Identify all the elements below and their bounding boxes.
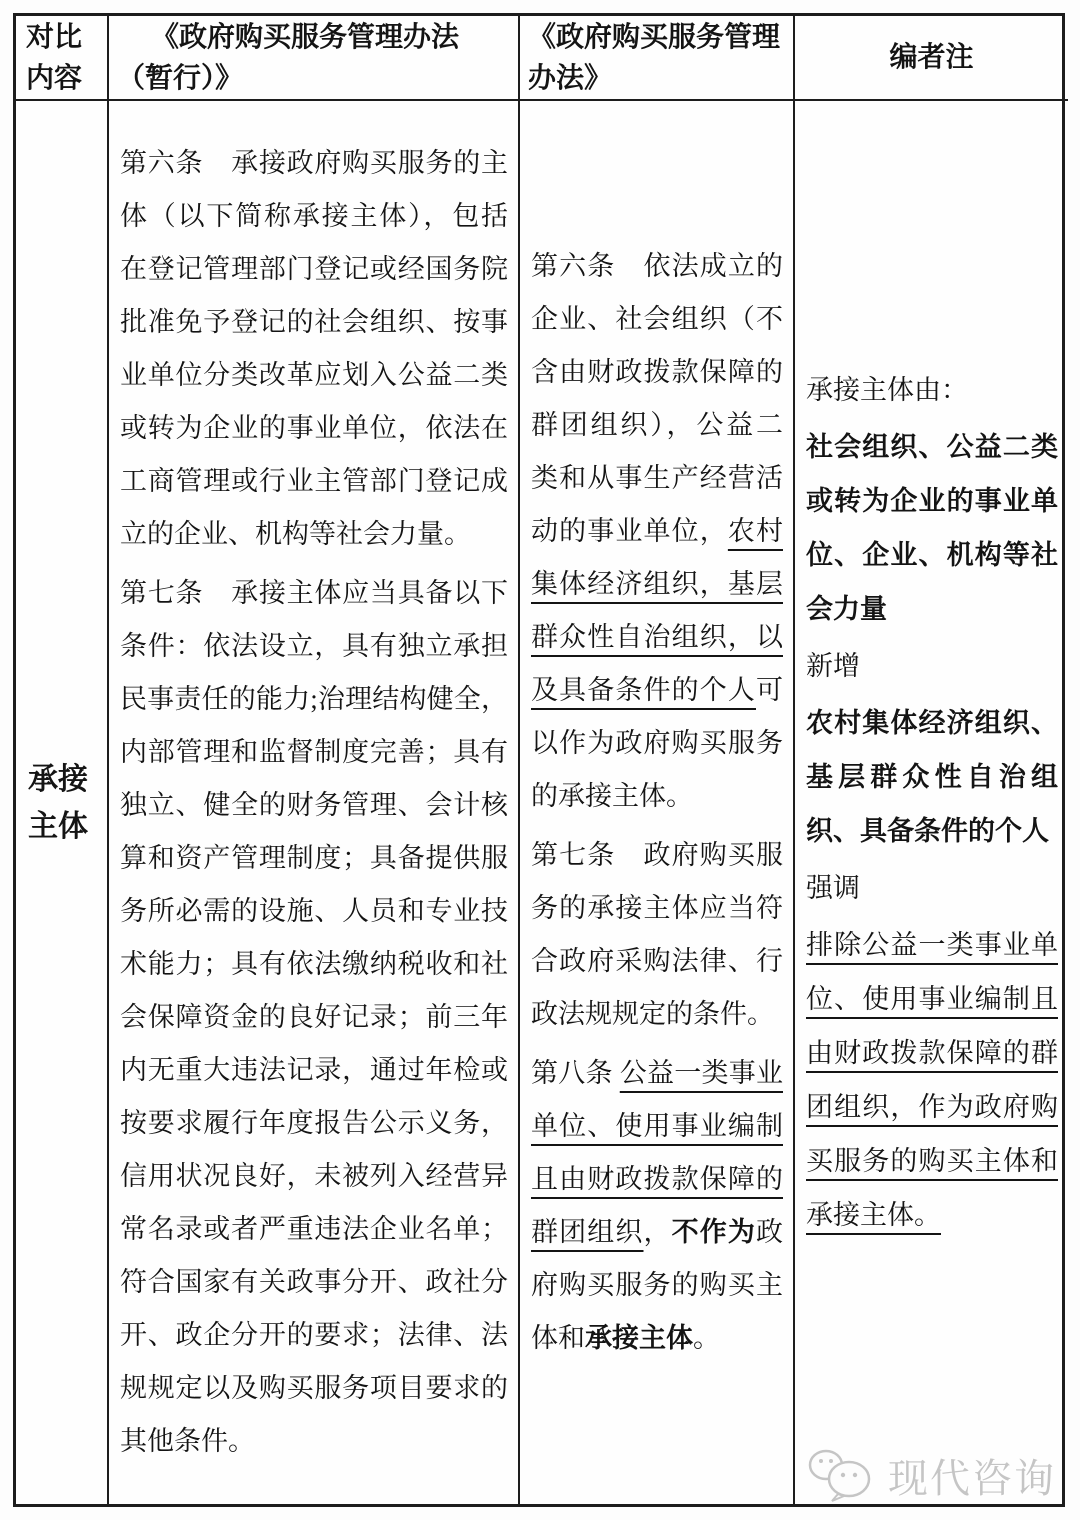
paragraph bbox=[531, 829, 783, 1041]
text-segment: 第六条 依法成立的企业、社会组织（不含由财政拨款保障的群团组织），公益二类和从事生产经营活动的事业单位， bbox=[531, 251, 783, 546]
header-label: 编者注 bbox=[889, 42, 974, 73]
text-segment: 农村集体经济组织，基层群众性自治组织，以及具备条件的个人 bbox=[531, 516, 783, 705]
text-segment: 承接主体 bbox=[585, 1323, 693, 1353]
text-segment: 新增 bbox=[806, 651, 860, 681]
paragraph bbox=[806, 918, 1058, 1242]
header-label: 对比内容 bbox=[26, 21, 83, 94]
paragraph bbox=[120, 567, 508, 1468]
text-segment: 。 bbox=[693, 1323, 720, 1353]
text-segment: 社会组织、公益二类或转为企业的事业单位、企业、机构等社会力量 bbox=[806, 432, 1058, 624]
header-cell-compare-content bbox=[16, 16, 107, 101]
text-segment: 第七条 政府购买服务的承接主体应当符合政府采购法律、行政法规规定的条件。 bbox=[531, 840, 783, 1029]
text-segment: 排除公益一类事业单位、使用事业编制且由财政拨款保障的群团组织，作为政府购买服务的购买主体和承接主体。 bbox=[806, 930, 1058, 1230]
header-cell-old-regulation bbox=[107, 16, 518, 101]
paragraph bbox=[120, 137, 508, 561]
text-segment: 第六条 承接政府购买服务的主体（以下简称承接主体），包括在登记管理部门登记或经国务院批准免予登记的社会组织、按事业单位分类改革应划入公益二类或转为企业的事业单位，依法在工商管理或行业主管部门登记成立的企业、机构等社会力量。 bbox=[120, 148, 508, 549]
text-segment: 农村集体经济组织、基层群众性自治组织、具备条件的个人 bbox=[806, 708, 1058, 846]
new-regulation-text-cell bbox=[518, 101, 793, 1504]
header-label: 《政府购买服务管理办法》 bbox=[528, 21, 781, 94]
paragraph bbox=[531, 1047, 783, 1365]
paragraph bbox=[806, 696, 1058, 858]
row-label-text: 承接主体 bbox=[28, 762, 88, 843]
watermark-text: 现代咨询 bbox=[888, 1455, 1056, 1501]
text-segment: 不作为 bbox=[671, 1217, 756, 1247]
text-segment: 可以作为政府购买服务的承接主体。 bbox=[531, 675, 783, 811]
comparison-table bbox=[13, 13, 1065, 1507]
paragraph bbox=[806, 420, 1058, 636]
paragraph bbox=[806, 639, 1058, 693]
text-segment: 强调 bbox=[806, 873, 860, 903]
text-segment: 第七条 承接主体应当具备以下条件：依法设立，具有独立承担民事责任的能力;治理结构健全，内部管理和监督制度完善；具有独立、健全的财务管理、会计核算和资产管理制度；具备提供服务所必需的设施、人员和专业技术能力；具有依法缴纳税收和社会保障资金的良好记录；前三年内无重大违法记录，通过年检或按要求履行年度报告公示义务，信用状况良好，未被列入经营异常名录或者严重违法企业名单；符合国家有关政事分开、政社分开、政企分开的要求；法律、法规规定以及购买服务项目要求的其他条件。 bbox=[120, 578, 508, 1456]
paragraph bbox=[806, 363, 1058, 417]
text-segment: 公益一类事业单位、使用事业编制且由财政拨款保障的群团组织 bbox=[531, 1058, 783, 1247]
header-label: 《政府购买服务管理办法（暂行）》 bbox=[117, 21, 460, 94]
text-segment: 承接主体由： bbox=[806, 375, 968, 405]
paragraph bbox=[806, 861, 1058, 915]
editor-note-cell bbox=[793, 101, 1068, 1504]
row-label-undertaking-entity bbox=[16, 101, 107, 1504]
text-segment: 政府购买服务的购买主体和 bbox=[531, 1217, 783, 1353]
header-cell-new-regulation bbox=[518, 16, 793, 101]
old-regulation-text-cell bbox=[107, 101, 518, 1504]
header-cell-editor-note bbox=[793, 16, 1068, 101]
text-segment: 第八条 bbox=[531, 1058, 620, 1088]
paragraph bbox=[531, 240, 783, 823]
text-segment: ， bbox=[643, 1217, 672, 1247]
